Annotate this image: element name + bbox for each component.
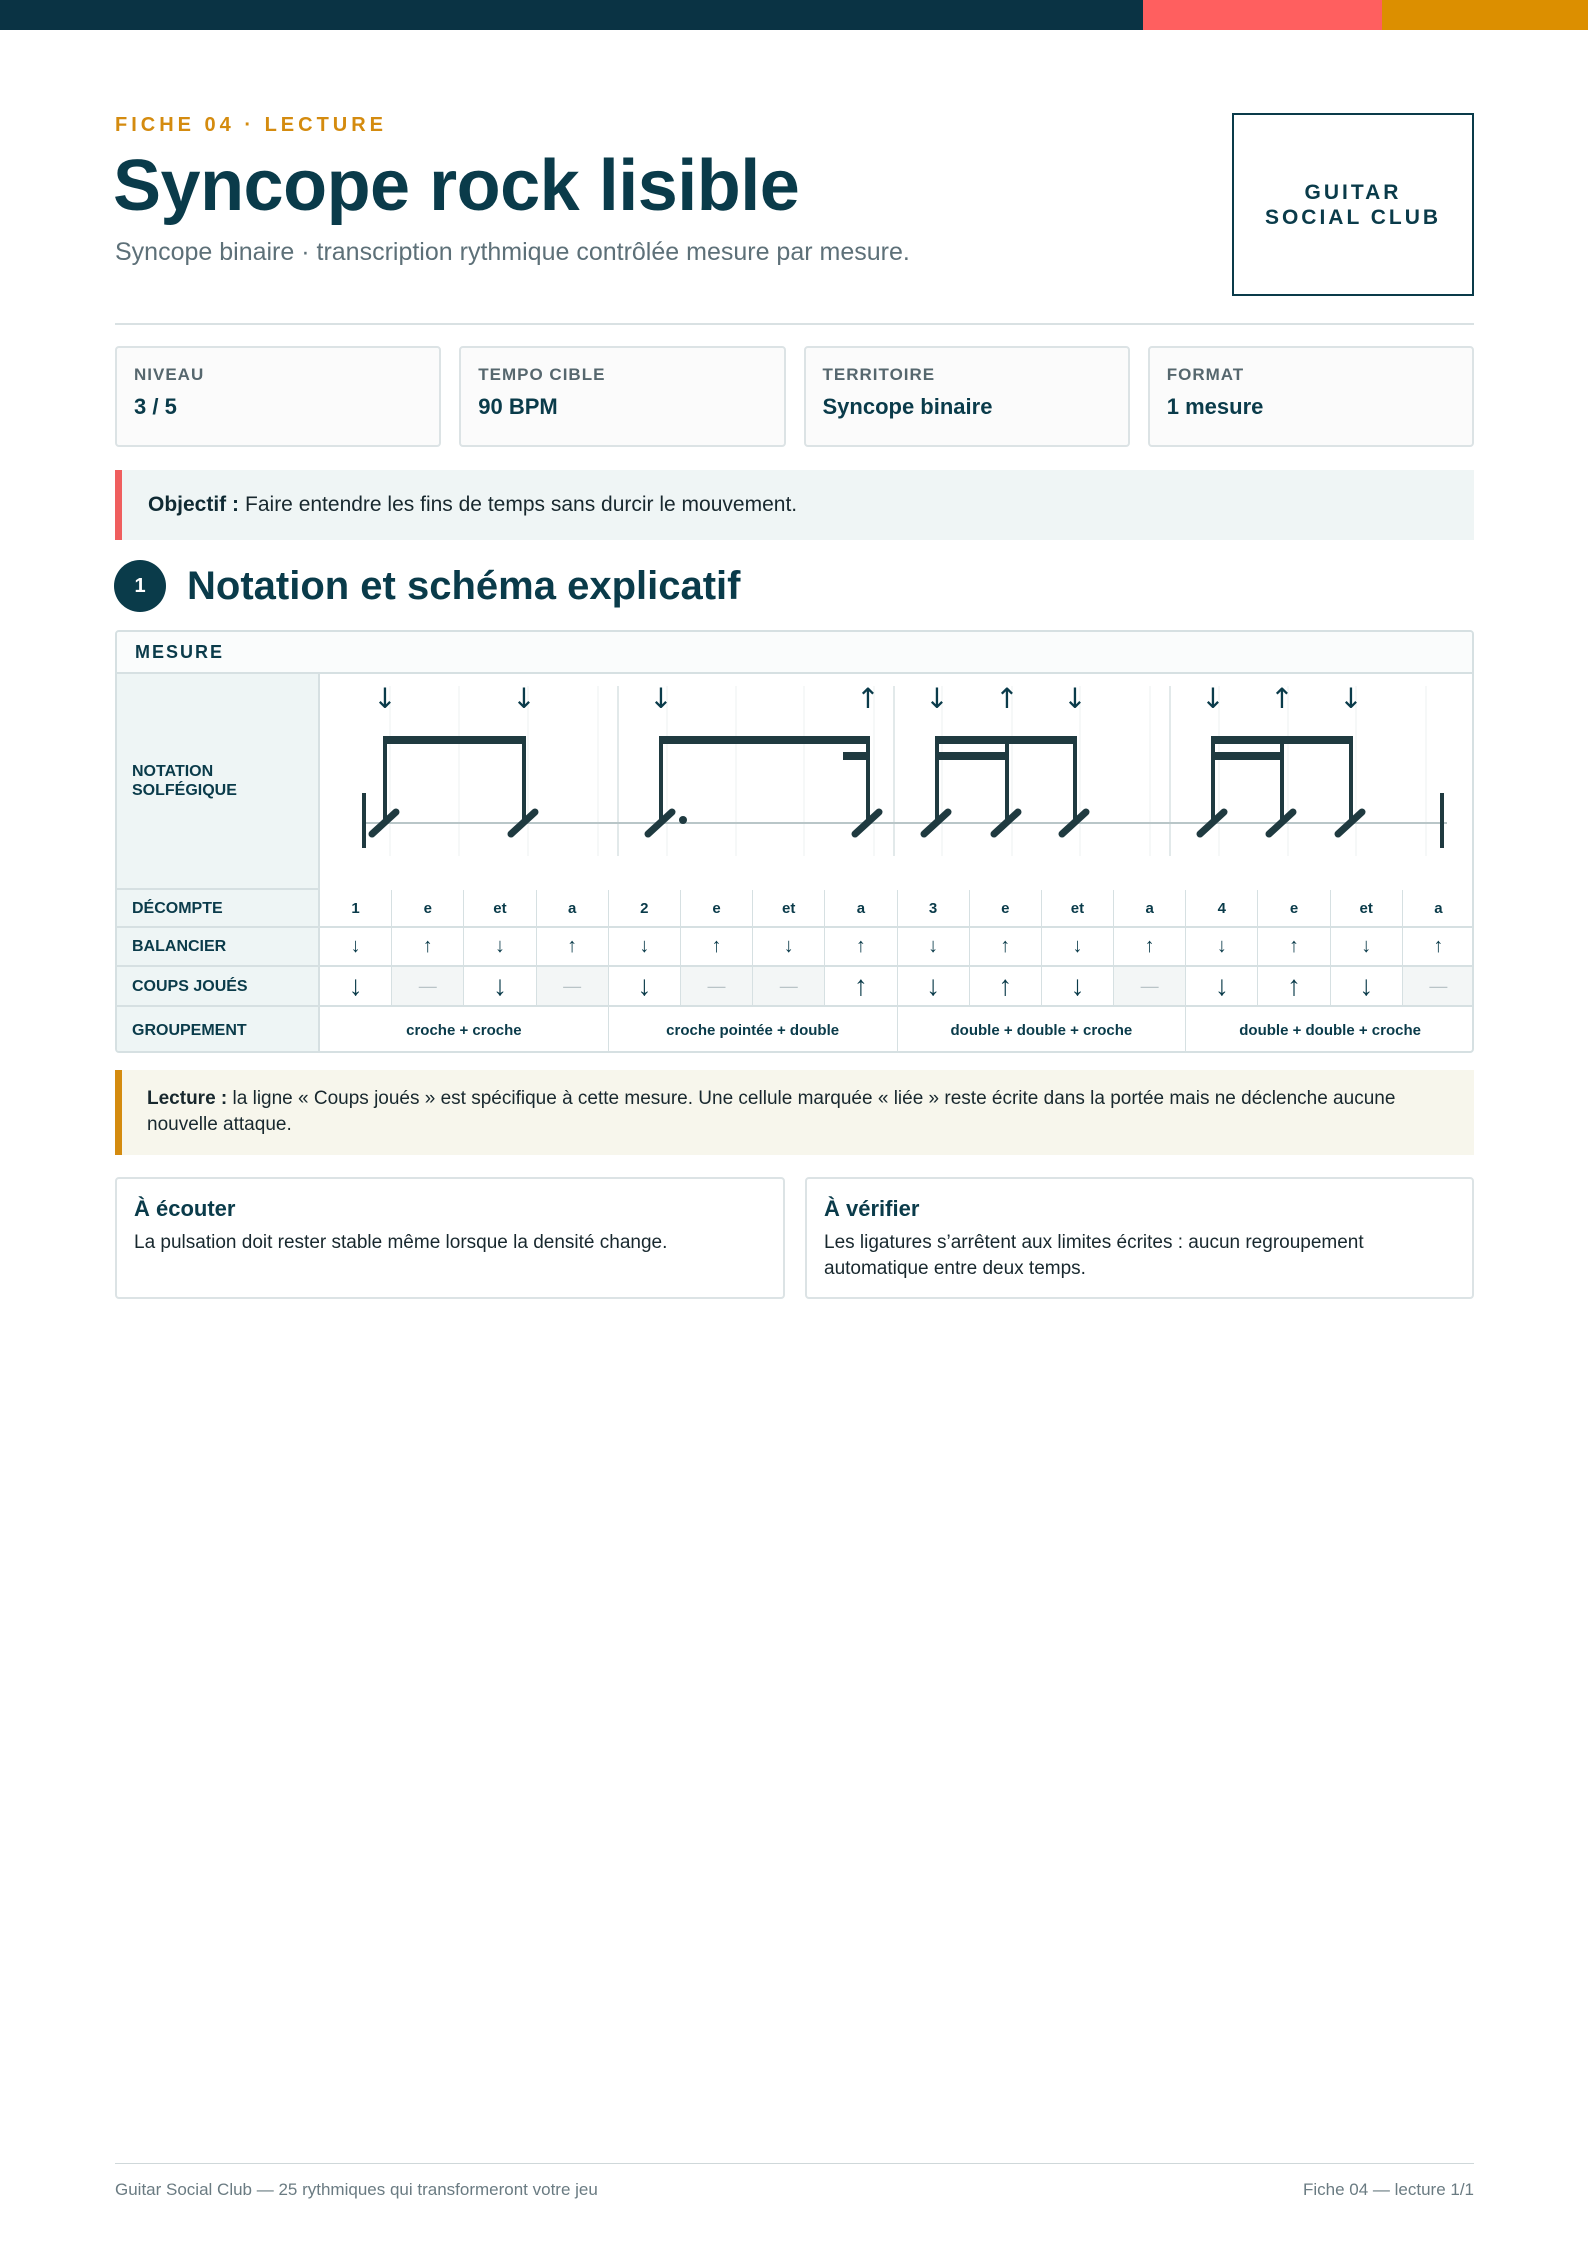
brand-logo [1232,113,1474,296]
row-label-sway: BALANCIER [117,928,320,967]
objective-text: Faire entendre les fins de temps sans durcir le mouvement. [245,493,798,516]
strum-arrow: ↓ [925,682,949,715]
count-cell: a [537,890,609,926]
sway-cell: ↓ [609,928,681,965]
stroke-cell: — [753,967,825,1005]
count-cell: 1 [320,890,392,926]
count-cell: 4 [1186,890,1258,926]
footer-divider [115,2163,1474,2164]
count-cell: e [1258,890,1330,926]
footer-left-text: Guitar Social Club — 25 rythmiques qui transformeront votre jeu [115,2180,598,2199]
stroke-cell: — [392,967,464,1005]
info-cards [115,346,1474,447]
grouping-cell: croche pointée + double [609,1007,898,1053]
stroke-cell: ↑ [825,967,897,1005]
notation-staff [322,676,1474,888]
sway-cell: ↑ [970,928,1042,965]
sway-cell: ↑ [1114,928,1186,965]
sway-cell: ↓ [1042,928,1114,965]
count-cell: a [825,890,897,926]
check-box [805,1177,1474,1299]
count-cell: a [1434,899,1443,917]
check-box-title: À vérifier [824,1196,920,1221]
strum-arrow: ↓ [649,682,673,715]
strum-arrow: ↑ [995,682,1019,715]
grouping-cell: double + double + croche [1239,1021,1421,1039]
strum-arrow: ↓ [1339,682,1363,715]
note-beam [1211,736,1353,744]
stroke-cell: — [681,967,753,1005]
top-color-bar [0,0,1588,30]
listen-box-title: À écouter [134,1196,236,1221]
strum-arrow: ↓ [373,682,397,715]
footer-right-text: Fiche 04 — lecture 1/1 [1302,2180,1474,2199]
count-cell: et [1042,890,1114,926]
logo-text: GUITAR SOCIAL CLUB [1264,180,1442,229]
strum-arrow: ↓ [1063,682,1087,715]
strum-arrow: ↑ [856,682,880,715]
info-card-label: NIVEAU [134,365,205,384]
augmentation-dot [679,816,687,824]
note-beam [659,736,870,744]
rhythm-grid [115,630,1474,1053]
info-card-tempo [459,346,785,447]
note-beam [383,736,526,744]
sway-cell: ↓ [1331,928,1403,965]
reading-text: la ligne « Coups joués » est spécifique à cette mesure. Une cellule marquée « liée » reste écrite dans la portée mais ne déclenche aucune nouvelle attaque. [147,1088,1396,1135]
sway-row [320,928,1474,967]
listen-box [115,1177,785,1299]
section-heading [114,560,740,612]
row-label-strokes: COUPS JOUÉS [117,967,320,1007]
stroke-cell: ↑ [1258,967,1330,1005]
stroke-cell: — [537,967,609,1005]
sheet-kicker: FICHE 04 · LECTURE [115,114,388,136]
grouping-cell: double + double + croche [898,1007,1187,1053]
info-card-label: TERRITOIRE [822,365,936,384]
stroke-cell: — [1114,967,1186,1005]
count-cell: 2 [609,890,681,926]
info-card-format [1148,346,1474,447]
notation-staff-svg [322,676,1474,888]
info-card-value: 1 mesure [1166,394,1264,419]
stroke-cell: ↓ [464,967,536,1005]
header-divider [115,323,1474,325]
stroke-cell: ↑ [970,967,1042,1005]
sway-cell: ↓ [898,928,970,965]
top-bar-dark-segment [0,0,1143,30]
section-title: Notation et schéma explicatif [187,563,741,608]
row-label-notation: NOTATION SOLFÉGIQUE [117,674,320,890]
count-cell: e [970,890,1042,926]
stroke-cell: ↓ [320,967,392,1005]
strum-arrow: ↓ [512,682,536,715]
info-card-value: 90 BPM [478,394,558,419]
strum-arrow: ↑ [1270,682,1294,715]
note-beam [935,752,1009,760]
sway-cell: ↓ [1186,928,1258,965]
sway-cell: ↓ [464,928,536,965]
section-number-badge: 1 [114,560,166,612]
count-cell: e [681,890,753,926]
sway-cell: ↑ [537,928,609,965]
reading-label: Lecture : [147,1088,228,1109]
count-cell: a [1114,890,1186,926]
check-box-text: Les ligatures s’arrêtent aux limites écrites : aucun regroupement automatique entre deux temps. [824,1232,1364,1279]
top-bar-coral-segment [1143,0,1382,30]
count-cell: et [464,890,536,926]
top-bar-amber-segment [1382,0,1588,30]
strokes-row [320,967,1474,1007]
note-beam [935,736,1077,744]
page-title: Syncope rock lisible [113,146,800,226]
note-beam [843,752,870,760]
info-card-value: Syncope binaire [822,394,993,419]
info-card-value: 3 / 5 [134,394,177,419]
sway-cell: ↓ [753,928,825,965]
note-beam [1211,752,1284,760]
row-label-grouping: GROUPEMENT [117,1007,320,1053]
info-card-territory [804,346,1130,447]
strum-arrow: ↓ [1201,682,1225,715]
grid-header: MESURE [117,632,1472,674]
count-row [320,890,1474,928]
reading-note [115,1070,1474,1155]
stroke-cell: ↓ [1186,967,1258,1005]
stroke-cell: ↓ [1042,967,1114,1005]
sway-cell: ↑ [1433,935,1444,957]
sway-cell: ↑ [1258,928,1330,965]
stroke-cell: ↓ [1331,967,1403,1005]
count-cell: et [753,890,825,926]
count-cell: e [392,890,464,926]
sway-cell: ↑ [392,928,464,965]
sway-cell: ↑ [681,928,753,965]
info-card-label: TEMPO CIBLE [478,365,606,384]
count-cell: et [1331,890,1403,926]
page-subtitle: Syncope binaire · transcription rythmique contrôlée mesure par mesure. [115,238,910,266]
stroke-cell: ↓ [898,967,970,1005]
grouping-cell: croche + croche [320,1007,609,1053]
row-label-count: DÉCOMPTE [117,890,320,928]
grouping-row [320,1007,1474,1053]
info-card-level [115,346,441,447]
objective-callout [115,470,1474,540]
info-card-label: FORMAT [1166,365,1245,384]
sway-cell: ↓ [320,928,392,965]
objective-label: Objectif : [148,493,240,516]
listen-box-text: La pulsation doit rester stable même lorsque la densité change. [134,1232,668,1253]
sway-cell: ↑ [825,928,897,965]
count-cell: 3 [898,890,970,926]
stroke-cell: — [1403,967,1474,1005]
stroke-cell: ↓ [609,967,681,1005]
